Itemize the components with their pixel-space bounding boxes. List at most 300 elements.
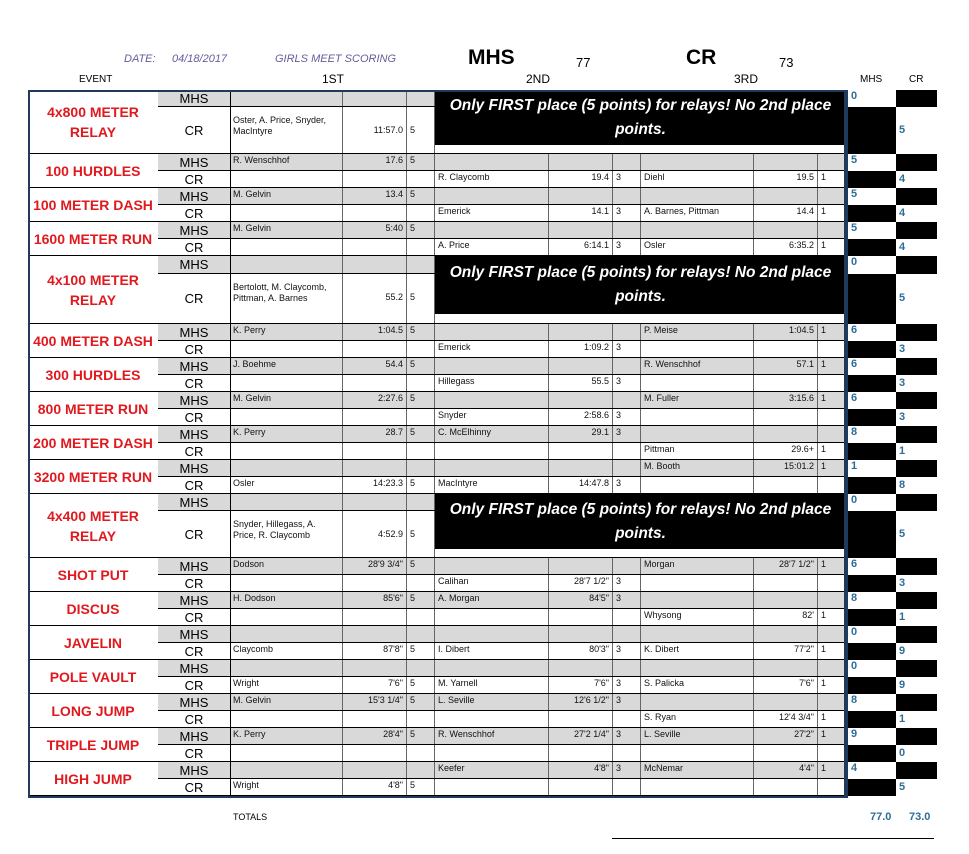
event-name: LONG JUMP	[28, 694, 158, 728]
event-name: 4x100 METER RELAY	[28, 256, 158, 324]
cr-score-cell: 5	[896, 107, 937, 154]
cell-third-pts	[818, 575, 846, 591]
cell-first-pts: 5	[407, 392, 435, 408]
team-row-cr	[158, 239, 846, 256]
cell-second: Emerick	[435, 205, 549, 221]
event-name: 400 METER DASH	[28, 324, 158, 358]
team-label: CR	[158, 171, 231, 187]
cell-third-pts: 1	[818, 239, 846, 255]
mhs-score-cell	[848, 443, 896, 460]
cell-first-mark: 17.6	[343, 154, 407, 170]
cell-second-mark	[549, 324, 613, 340]
cr-score-cell: 3	[896, 341, 937, 358]
cell-second-mark: 6:14.1	[549, 239, 613, 255]
cell-third-mark: 28'7 1/2"	[754, 558, 818, 574]
cell-second-mark: 7'6"	[549, 677, 613, 693]
cell-second-mark	[549, 392, 613, 408]
cell-third-mark	[754, 626, 818, 642]
cr-score-cell	[896, 188, 937, 205]
cell-third-pts: 1	[818, 609, 846, 625]
team-row-mhs	[158, 694, 846, 711]
cell-second	[435, 711, 549, 727]
cell-first-pts	[407, 256, 435, 273]
event-name: 4x800 METER RELAY	[28, 90, 158, 154]
cell-second-pts	[613, 779, 641, 795]
cell-third	[641, 222, 754, 238]
team-label: MHS	[158, 660, 231, 676]
cr-total: 73.0	[909, 811, 931, 823]
cell-third-pts: 1	[818, 324, 846, 340]
team-row-cr	[158, 409, 846, 426]
cell-second-pts	[613, 188, 641, 204]
cell-third: Diehl	[641, 171, 754, 187]
mhs-score-cell	[848, 409, 896, 426]
cell-second	[435, 460, 549, 476]
cell-first-pts	[407, 90, 435, 106]
cell-first-mark	[343, 90, 407, 106]
totals-label: TOTALS	[233, 812, 268, 822]
cell-third: Pittman	[641, 443, 754, 459]
cell-second	[435, 745, 549, 761]
cell-first-pts	[407, 494, 435, 510]
team-row-cr	[158, 609, 846, 626]
team2-score: 73	[779, 55, 794, 70]
cell-first	[230, 341, 343, 357]
cell-second-mark: 14.1	[549, 205, 613, 221]
cell-third-pts	[818, 477, 846, 493]
cr-score-cell: 1	[896, 609, 937, 626]
cr-score-cell: 1	[896, 443, 937, 460]
cell-first-pts: 5	[407, 558, 435, 574]
team-row-mhs	[158, 660, 846, 677]
cell-first-pts	[407, 375, 435, 391]
team-row-mhs	[158, 626, 846, 643]
cr-score-cell	[896, 592, 937, 609]
cell-third	[641, 779, 754, 795]
cell-second-pts	[613, 711, 641, 727]
event-name: 800 METER RUN	[28, 392, 158, 426]
cell-second-pts: 3	[613, 239, 641, 255]
cell-second-mark	[549, 626, 613, 642]
cell-first: Wright	[230, 677, 343, 693]
cell-first: Dodson	[230, 558, 343, 574]
cell-second: Snyder	[435, 409, 549, 425]
cell-first-mark	[343, 575, 407, 591]
cell-first-pts	[407, 409, 435, 425]
team-row-mhs	[158, 324, 846, 341]
team-row-cr	[158, 711, 846, 728]
cell-second-pts: 3	[613, 341, 641, 357]
cell-third	[641, 188, 754, 204]
cell-second: R. Claycomb	[435, 171, 549, 187]
cell-first-mark: 7'6"	[343, 677, 407, 693]
cell-third-mark	[754, 694, 818, 710]
cell-third-mark	[754, 222, 818, 238]
cell-third-mark: 15:01.2	[754, 460, 818, 476]
team2-name: CR	[686, 46, 717, 69]
cell-first	[230, 443, 343, 459]
cell-first-mark	[343, 375, 407, 391]
team-row-mhs	[158, 222, 846, 239]
cell-second-pts: 3	[613, 762, 641, 778]
event-name: 300 HURDLES	[28, 358, 158, 392]
team-label: CR	[158, 409, 231, 425]
cell-first	[230, 409, 343, 425]
mhs-score-cell: 8	[848, 426, 896, 443]
cell-third-mark: 27'2"	[754, 728, 818, 744]
col-mhs: MHS	[860, 74, 883, 85]
mhs-score-cell	[848, 107, 896, 154]
cell-first-pts: 5	[407, 779, 435, 795]
cell-second: R. Wenschhof	[435, 728, 549, 744]
cell-first-pts	[407, 762, 435, 778]
team-label: MHS	[158, 324, 231, 340]
footer-line	[612, 838, 934, 839]
cr-score-cell: 4	[896, 171, 937, 188]
cell-first	[230, 762, 343, 778]
event-name: SHOT PUT	[28, 558, 158, 592]
cell-third-pts	[818, 745, 846, 761]
team-label: MHS	[158, 90, 231, 106]
cell-first: K. Perry	[230, 324, 343, 340]
cell-third	[641, 575, 754, 591]
mhs-score-cell: 4	[848, 762, 896, 779]
cell-second-pts	[613, 660, 641, 676]
cell-third-pts	[818, 694, 846, 710]
cell-second	[435, 358, 549, 374]
cell-first-mark	[343, 745, 407, 761]
cell-second-mark: 14:47.8	[549, 477, 613, 493]
cell-third-mark	[754, 745, 818, 761]
cr-score-cell: 3	[896, 375, 937, 392]
cell-third-pts: 1	[818, 358, 846, 374]
cell-second-mark: 27'2 1/4"	[549, 728, 613, 744]
team-label: MHS	[158, 728, 231, 744]
cell-third-mark: 19.5	[754, 171, 818, 187]
cell-third: Osler	[641, 239, 754, 255]
cell-first: M. Gelvin	[230, 222, 343, 238]
cell-third-pts: 1	[818, 643, 846, 659]
cell-first-mark: 85'6"	[343, 592, 407, 608]
mhs-score-cell	[848, 643, 896, 660]
cr-score-cell: 9	[896, 677, 937, 694]
cell-first-mark: 15'3 1/4"	[343, 694, 407, 710]
cell-second-pts	[613, 222, 641, 238]
team-row-mhs	[158, 728, 846, 745]
mhs-score-cell: 9	[848, 728, 896, 745]
team-row-mhs	[158, 592, 846, 609]
team-row-mhs	[158, 762, 846, 779]
cell-third-mark	[754, 341, 818, 357]
cr-score-cell	[896, 154, 937, 171]
cell-third-mark: 7'6"	[754, 677, 818, 693]
cell-second-pts: 3	[613, 694, 641, 710]
mhs-score-cell	[848, 575, 896, 592]
cell-first-pts	[407, 711, 435, 727]
cell-second-mark: 84'5"	[549, 592, 613, 608]
cell-third-mark	[754, 426, 818, 442]
cell-first	[230, 494, 343, 510]
cell-second-pts: 3	[613, 426, 641, 442]
cell-first-pts: 5	[407, 511, 435, 557]
mhs-score-cell: 0	[848, 494, 896, 511]
team-label: CR	[158, 643, 231, 659]
cell-third	[641, 375, 754, 391]
team-row-mhs	[158, 558, 846, 575]
mhs-score-cell	[848, 779, 896, 796]
cell-second-pts: 3	[613, 728, 641, 744]
team-row-mhs	[158, 426, 846, 443]
cell-second-pts	[613, 392, 641, 408]
cell-first-mark	[343, 171, 407, 187]
relay-note: Only FIRST place (5 points) for relays! No 2nd place points.	[435, 90, 846, 145]
event-name: 3200 METER RUN	[28, 460, 158, 494]
cell-first-mark	[343, 239, 407, 255]
cell-second-mark: 19.4	[549, 171, 613, 187]
col-first: 1ST	[322, 72, 345, 86]
cell-first-pts: 5	[407, 107, 435, 153]
cell-first	[230, 745, 343, 761]
team-row-cr	[158, 341, 846, 358]
cell-first-pts: 5	[407, 358, 435, 374]
cell-first-mark: 28.7	[343, 426, 407, 442]
cell-second-mark	[549, 660, 613, 676]
team-label: CR	[158, 443, 231, 459]
cell-third-pts	[818, 660, 846, 676]
cell-third-mark: 82'	[754, 609, 818, 625]
cell-second	[435, 558, 549, 574]
cr-score-cell	[896, 558, 937, 575]
cell-first-pts: 5	[407, 694, 435, 710]
cell-second-mark: 1:09.2	[549, 341, 613, 357]
cell-third-pts	[818, 779, 846, 795]
cell-first: H. Dodson	[230, 592, 343, 608]
cell-second-mark	[549, 222, 613, 238]
cell-first-pts: 5	[407, 188, 435, 204]
col-second: 2ND	[526, 72, 551, 86]
cr-score-cell	[896, 426, 937, 443]
cell-first	[230, 239, 343, 255]
cell-third-mark	[754, 154, 818, 170]
event-name: JAVELIN	[28, 626, 158, 660]
cell-second-pts	[613, 558, 641, 574]
cell-second-mark	[549, 711, 613, 727]
cell-second	[435, 392, 549, 408]
cr-score-cell: 3	[896, 575, 937, 592]
cr-score-cell	[896, 90, 937, 107]
cell-first-mark	[343, 205, 407, 221]
cell-second-mark: 29.1	[549, 426, 613, 442]
cell-first-mark: 2:27.6	[343, 392, 407, 408]
cr-score-cell: 8	[896, 477, 937, 494]
cr-score-cell	[896, 694, 937, 711]
cell-first-pts	[407, 341, 435, 357]
cell-second: L. Seville	[435, 694, 549, 710]
team-label: CR	[158, 677, 231, 693]
cell-third	[641, 626, 754, 642]
team-row-cr	[158, 643, 846, 660]
cell-third-mark	[754, 375, 818, 391]
cell-third: Morgan	[641, 558, 754, 574]
cr-score-cell	[896, 494, 937, 511]
mhs-score-cell: 5	[848, 222, 896, 239]
team-label: MHS	[158, 694, 231, 710]
mhs-score-cell: 5	[848, 188, 896, 205]
team-label: CR	[158, 711, 231, 727]
cell-first-pts: 5	[407, 643, 435, 659]
cell-third	[641, 592, 754, 608]
cell-third-mark	[754, 660, 818, 676]
cr-score-cell: 9	[896, 643, 937, 660]
team-label: CR	[158, 205, 231, 221]
cell-third-pts	[818, 188, 846, 204]
cell-first	[230, 460, 343, 476]
team-label: MHS	[158, 762, 231, 778]
cell-first-pts	[407, 745, 435, 761]
cr-score-cell	[896, 358, 937, 375]
team-label: MHS	[158, 494, 231, 510]
cell-second-pts: 3	[613, 677, 641, 693]
mhs-score-cell: 6	[848, 358, 896, 375]
team-label: MHS	[158, 222, 231, 238]
team-label: MHS	[158, 358, 231, 374]
cell-first: M. Gelvin	[230, 188, 343, 204]
cr-score-cell	[896, 762, 937, 779]
team-row-cr	[158, 477, 846, 494]
cell-third-pts: 1	[818, 460, 846, 476]
mhs-score-cell: 0	[848, 90, 896, 107]
event-name: 200 METER DASH	[28, 426, 158, 460]
mhs-score-cell: 6	[848, 558, 896, 575]
cell-third: A. Barnes, Pittman	[641, 205, 754, 221]
cell-second	[435, 609, 549, 625]
cell-first-pts	[407, 626, 435, 642]
cell-second: Emerick	[435, 341, 549, 357]
cell-first: J. Boehme	[230, 358, 343, 374]
team-label: CR	[158, 779, 231, 795]
team-label: MHS	[158, 426, 231, 442]
cell-first-pts: 5	[407, 477, 435, 493]
cell-first	[230, 609, 343, 625]
mhs-total: 77.0	[870, 811, 892, 823]
cr-score-cell: 5	[896, 511, 937, 558]
cell-first	[230, 256, 343, 273]
cell-first: Claycomb	[230, 643, 343, 659]
cell-first-pts	[407, 575, 435, 591]
cr-score-cell: 0	[896, 745, 937, 762]
team-label: CR	[158, 341, 231, 357]
cell-third-mark: 1:04.5	[754, 324, 818, 340]
cell-third: P. Meise	[641, 324, 754, 340]
mhs-score-cell	[848, 745, 896, 762]
cell-second-mark	[549, 779, 613, 795]
cell-second-mark: 4'8"	[549, 762, 613, 778]
cell-first-mark	[343, 443, 407, 459]
cell-first-mark: 5:40	[343, 222, 407, 238]
relay-note: Only FIRST place (5 points) for relays! No 2nd place points.	[435, 256, 846, 314]
event-name: TRIPLE JUMP	[28, 728, 158, 762]
mhs-score-cell: 0	[848, 660, 896, 677]
team-row-mhs	[158, 188, 846, 205]
cell-second-pts	[613, 745, 641, 761]
cell-second-pts: 3	[613, 409, 641, 425]
team-label: CR	[158, 745, 231, 761]
mhs-score-cell	[848, 274, 896, 324]
team-label: CR	[158, 239, 231, 255]
cell-third-pts: 1	[818, 205, 846, 221]
cell-second-mark	[549, 188, 613, 204]
cell-first-mark: 54.4	[343, 358, 407, 374]
cell-third-pts: 1	[818, 443, 846, 459]
cell-first: K. Perry	[230, 426, 343, 442]
cell-second-mark: 2:58.6	[549, 409, 613, 425]
cell-third-mark	[754, 409, 818, 425]
col-cr: CR	[909, 74, 924, 85]
cell-first-pts: 5	[407, 426, 435, 442]
cell-second: Hillegass	[435, 375, 549, 391]
team-row-cr	[158, 779, 846, 796]
cell-second-pts: 3	[613, 592, 641, 608]
team-row-mhs	[158, 358, 846, 375]
cell-second	[435, 154, 549, 170]
cell-second-pts: 3	[613, 205, 641, 221]
team-row-cr	[158, 745, 846, 762]
cell-first-mark	[343, 660, 407, 676]
cell-second-pts: 3	[613, 477, 641, 493]
cell-first-pts: 5	[407, 324, 435, 340]
team-label: CR	[158, 609, 231, 625]
cell-first: Snyder, Hillegass, A. Price, R. Claycomb	[230, 511, 343, 557]
cell-second-mark	[549, 358, 613, 374]
cell-third: S. Ryan	[641, 711, 754, 727]
cell-third-pts	[818, 222, 846, 238]
cell-first-mark: 11:57.0	[343, 107, 407, 153]
team1-name: MHS	[468, 46, 515, 69]
cell-first: M. Gelvin	[230, 392, 343, 408]
cell-third-pts	[818, 592, 846, 608]
mhs-score-cell	[848, 511, 896, 558]
team-label: CR	[158, 477, 231, 493]
cell-third-mark	[754, 592, 818, 608]
cell-third-pts: 1	[818, 677, 846, 693]
cell-first-mark: 14:23.3	[343, 477, 407, 493]
cell-third	[641, 694, 754, 710]
mhs-score-cell: 8	[848, 592, 896, 609]
cell-third-pts	[818, 409, 846, 425]
cr-score-cell: 3	[896, 409, 937, 426]
cell-first-mark	[343, 409, 407, 425]
event-name: HIGH JUMP	[28, 762, 158, 796]
cell-second-mark: 55.5	[549, 375, 613, 391]
cr-score-cell	[896, 626, 937, 643]
cell-second-mark	[549, 609, 613, 625]
cell-second	[435, 626, 549, 642]
cell-second-mark	[549, 558, 613, 574]
cell-second-mark	[549, 154, 613, 170]
cell-second	[435, 222, 549, 238]
cell-third: S. Palicka	[641, 677, 754, 693]
team-row-cr	[158, 677, 846, 694]
cell-second	[435, 443, 549, 459]
cell-third	[641, 154, 754, 170]
team-label: MHS	[158, 592, 231, 608]
cr-score-cell	[896, 728, 937, 745]
cell-third	[641, 409, 754, 425]
cell-third-pts: 1	[818, 392, 846, 408]
cell-third-mark	[754, 779, 818, 795]
cell-second: Calihan	[435, 575, 549, 591]
cell-first-pts: 5	[407, 222, 435, 238]
